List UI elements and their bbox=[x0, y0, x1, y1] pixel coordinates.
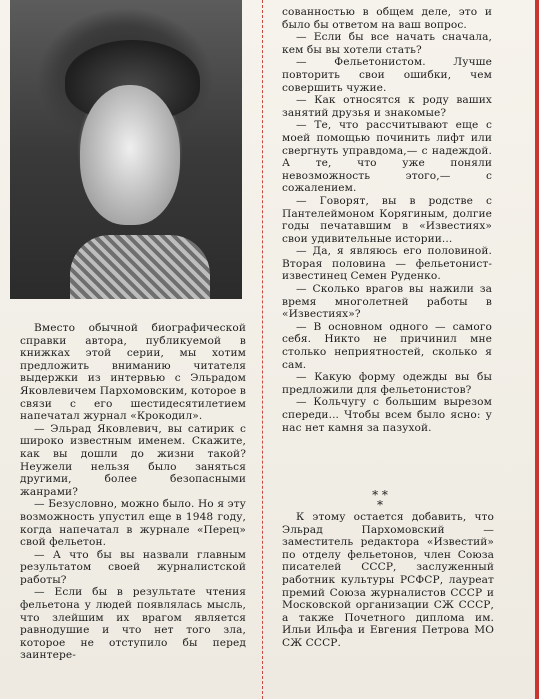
portrait-face bbox=[80, 85, 180, 225]
paragraph: — Сколько врагов вы нажили за время многолетней работы в «Известиях»? bbox=[282, 283, 492, 321]
paragraph: — А что бы вы назвали главным результатом своей журналистской работы? bbox=[20, 548, 246, 586]
author-portrait-photo bbox=[10, 0, 242, 299]
paragraph: — Те, что рассчитывают еще с моей помощью починить лифт или свергнуть управдома,— с надеждой. А те, что уже поняли невозможность этого,— с сожалением. bbox=[282, 119, 492, 195]
paragraph: — Если бы в результате чтения фельетона у людей появлялась мысль, что злейшим их врагом является равнодушие и что нет того зла, которое не отступило бы перед заинтере- bbox=[20, 586, 246, 662]
paragraph: — Кольчугу с большим вырезом спереди... Чтобы всем было ясно: у нас нет камня за пазухой. bbox=[282, 396, 492, 434]
paragraph: — Говорят, вы в родстве с Пантелеймоном Корягиным, долгие годы печатавшим в «Известиях» свои удивительные истории... bbox=[282, 194, 492, 245]
right-text-column-top bbox=[282, 6, 492, 434]
page-edge-red-stripe bbox=[535, 0, 539, 699]
left-text-column bbox=[20, 322, 246, 662]
section-separator-stars: * * * bbox=[372, 488, 388, 512]
right-text-column-bottom bbox=[282, 511, 494, 650]
paragraph: — Да, я являюсь его половиной. Вторая половина — фельетонист-известинец Семен Руденко. bbox=[282, 245, 492, 283]
paragraph: сованностью в общем деле, это и было бы ответом на ваш вопрос. bbox=[282, 6, 492, 31]
paragraph: Вместо обычной биографической справки автора, публикуемой в книжках этой серии, мы хотим предложить вниманию читателя выдержки из интервью с Эльрадом Яковлевичем Пархомовским, которое в связи с его шестидесятилетием напечатал журнал «Крокодил». bbox=[20, 322, 246, 423]
paragraph: — В основном одного — самого себя. Никто не причинил мне столько неприятностей, сколько я сам. bbox=[282, 320, 492, 371]
paragraph: — Как относятся к роду ваших занятий друзья и знакомые? bbox=[282, 94, 492, 119]
paragraph: — Безусловно, можно было. Но я эту возможность упустил еще в 1948 году, когда напечатал в журнале «Перец» свой фельетон. bbox=[20, 498, 246, 549]
paragraph: — Фельетонистом. Лучше повторить свои ошибки, чем совершить чужие. bbox=[282, 56, 492, 94]
column-divider-dashed-line bbox=[262, 0, 263, 699]
paragraph: — Эльрад Яковлевич, вы сатирик с широко известным именем. Скажите, как вы дошли до жизни такой? Неужели нельзя было заняться другими, более безопасными жанрами? bbox=[20, 422, 246, 498]
portrait-shirt bbox=[70, 235, 210, 299]
paragraph: К этому остается добавить, что Эльрад Пархомовский — заместитель редактора «Известий» по отделу фельетонов, член Союза писателей СССР, заслуженный работник культуры РСФСР, лауреат премий Союза журналистов СССР и Московской организации СЖ СССР, а также Почетного диплома им. Ильи Ильфа и Евгения Петрова МО СЖ СССР. bbox=[282, 511, 494, 649]
paragraph: — Если бы все начать сначала, кем бы вы хотели стать? bbox=[282, 31, 492, 56]
paragraph: — Какую форму одежды вы бы предложили для фельетонистов? bbox=[282, 371, 492, 396]
